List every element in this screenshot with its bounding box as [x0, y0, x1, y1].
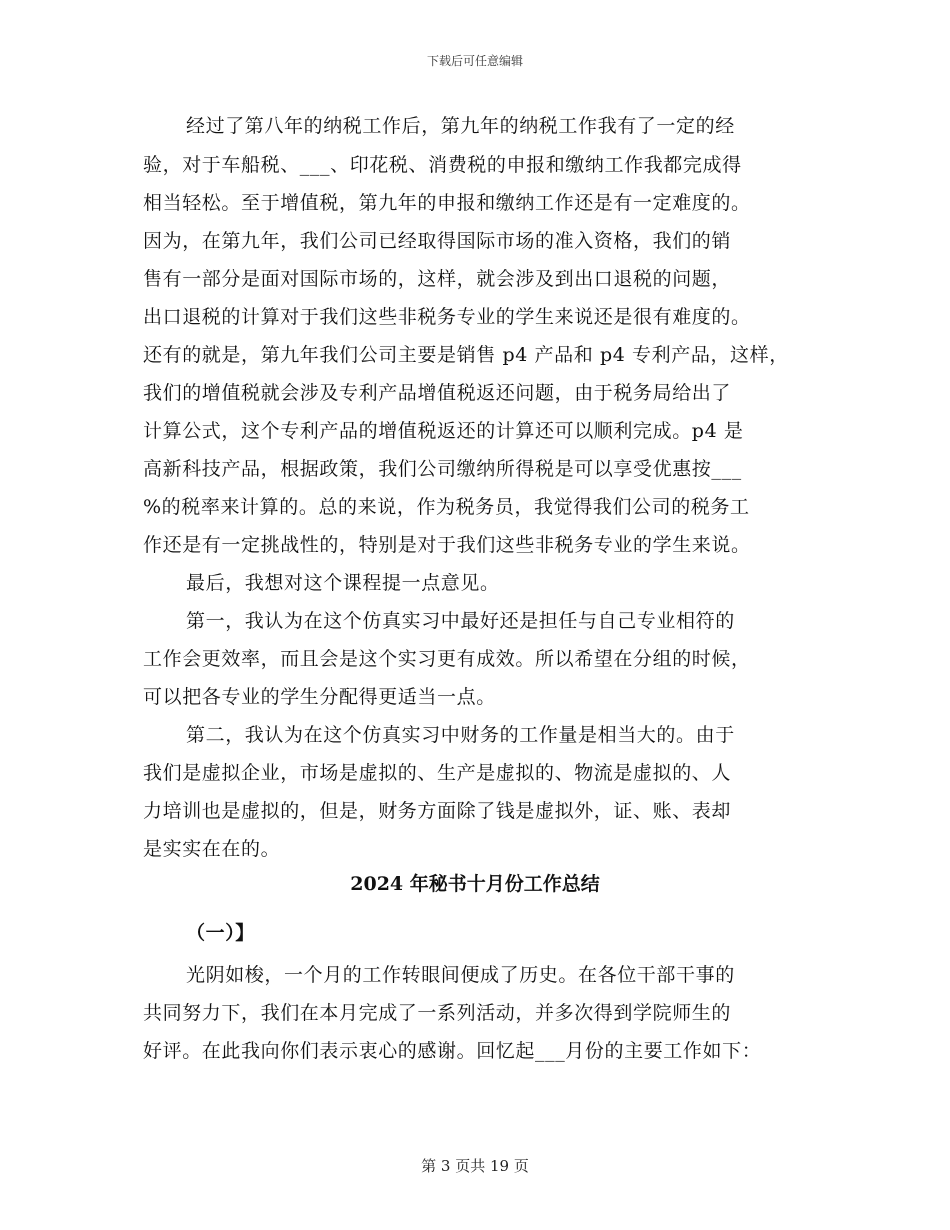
- text-line: 可以把各专业的学生分配得更适当一点。: [143, 686, 496, 708]
- text-line: 力培训也是虚拟的，但是，财务方面除了钱是虚拟外，证、账、表却: [143, 800, 732, 822]
- text-line: 我们的增值税就会涉及专利产品增值税返还问题，由于税务局给出了: [143, 382, 732, 404]
- text-line: 因为，在第九年，我们公司已经取得国际市场的准入资格，我们的销: [143, 230, 732, 252]
- text-line: 经过了第八年的纳税工作后，第九年的纳税工作我有了一定的经: [186, 115, 735, 137]
- section-title: 2024 年秘书十月份工作总结: [350, 873, 600, 895]
- text-line: 出口退税的计算对于我们这些非税务专业的学生来说还是很有难度的。: [143, 306, 751, 328]
- text-line: 好评。在此我向你们表示衷心的感谢。回忆起___月份的主要工作如下：: [143, 1040, 762, 1062]
- subheading: （一）】: [186, 922, 255, 944]
- page-header: 下载后可任意编辑: [426, 54, 523, 68]
- page-footer: 第 3 页共 19 页: [421, 1157, 529, 1175]
- text-line: 光阴如梭，一个月的工作转眼间便成了历史。在各位干部干事的: [186, 964, 735, 986]
- text-line: 共同努力下，我们在本月完成了一系列活动，并多次得到学院师生的: [143, 1002, 732, 1024]
- text-line: 售有一部分是面对国际市场的，这样，就会涉及到出口退税的问题，: [143, 268, 732, 290]
- text-line: 高新科技产品，根据政策，我们公司缴纳所得税是可以享受优惠按___: [143, 458, 742, 480]
- text-line: 计算公式，这个专利产品的增值税返还的计算还可以顺利完成。p4 是: [143, 420, 744, 442]
- text-line: %的税率来计算的。总的来说，作为税务员，我觉得我们公司的税务工: [143, 496, 750, 518]
- text-line: 第一，我认为在这个仿真实习中最好还是担任与自己专业相符的: [186, 610, 735, 632]
- text-line: 验，对于车船税、___、印花税、消费税的申报和缴纳工作我都完成得: [143, 154, 742, 176]
- text-line: 是实实在在的。: [143, 838, 281, 860]
- text-line: 作还是有一定挑战性的，特别是对于我们这些非税务专业的学生来说。: [143, 534, 751, 556]
- text-line: 我们是虚拟企业，市场是虚拟的、生产是虚拟的、物流是虚拟的、人: [143, 762, 732, 784]
- text-line: 最后，我想对这个课程提一点意见。: [186, 572, 500, 594]
- text-line: 第二，我认为在这个仿真实习中财务的工作量是相当大的。由于: [186, 724, 735, 746]
- text-line: 工作会更效率，而且会是这个实习更有成效。所以希望在分组的时候，: [143, 648, 751, 670]
- text-line: 还有的就是，第九年我们公司主要是销售 p4 产品和 p4 专利产品，这样，: [143, 344, 789, 366]
- text-line: 相当轻松。至于增值税，第九年的申报和缴纳工作还是有一定难度的。: [143, 192, 751, 214]
